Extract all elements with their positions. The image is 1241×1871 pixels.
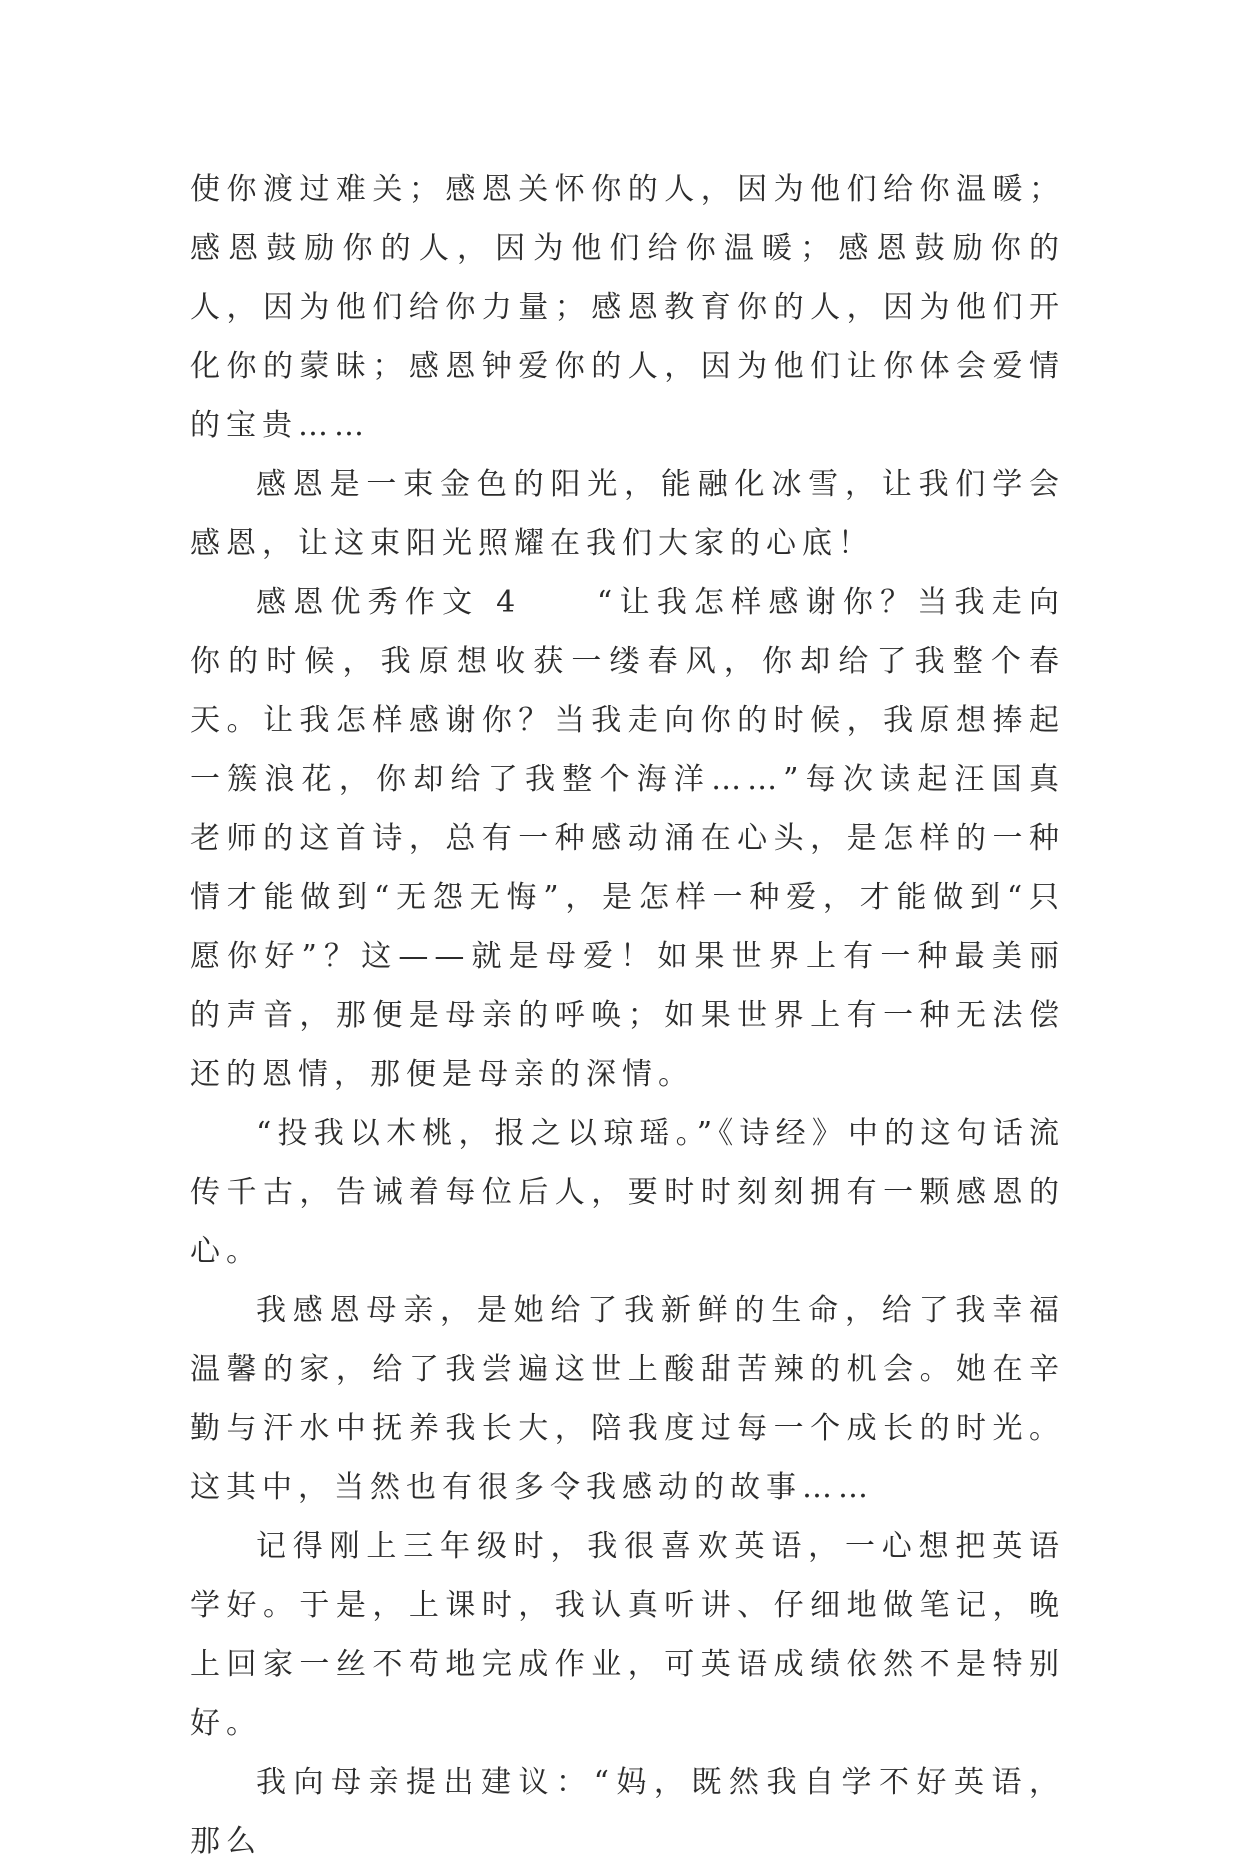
paragraph-7: 我向母亲提出建议：“妈，既然我自学不好英语，那么 — [190, 1765, 1065, 1859]
paragraph-5: 我感恩母亲，是她给了我新鲜的生命，给了我幸福温馨的家，给了我尝遍这世上酸甜苦辣的机会。她在辛勤与汗水中抚养我长大，陪我度过每一个成长的时光。这其中，当然也有很多令我感动的故事…… — [190, 1293, 1065, 1505]
paragraph-2: 感恩是一束金色的阳光，能融化冰雪，让我们学会感恩，让这束阳光照耀在我们大家的心底！ — [190, 467, 1065, 561]
paragraph-4: “投我以木桃，报之以琼瑶。”《诗经》中的这句话流传千古，告诫着每位后人，要时时刻刻拥有一颗感恩的心。 — [190, 1116, 1065, 1269]
paragraph-1: 使你渡过难关；感恩关怀你的人，因为他们给你温暖；感恩鼓励你的人，因为他们给你温暖；感恩鼓励你的人，因为他们给你力量；感恩教育你的人，因为他们开化你的蒙昧；感恩钟爱你的人，因为他们让你体会爱情的宝贵…… — [190, 172, 1065, 443]
paragraph-3: 感恩优秀作文 4 “让我怎样感谢你？当我走向你的时候，我原想收获一缕春风，你却给了我整个春天。让我怎样感谢你？当我走向你的时候，我原想捧起一簇浪花，你却给了我整个海洋……”每次读起汪国真老师的这首诗，总有一种感动涌在心头，是怎样的一种情才能做到“无怨无悔”，是怎样一种爱，才能做到“只愿你好”？这——就是母爱！如果世界上有一种最美丽的声音，那便是母亲的呼唤；如果世界上有一种无法偿还的恩情，那便是母亲的深情。 — [190, 585, 1065, 1092]
paragraph-6: 记得刚上三年级时，我很喜欢英语，一心想把英语学好。于是，上课时，我认真听讲、仔细地做笔记，晚上回家一丝不苟地完成作业，可英语成绩依然不是特别好。 — [190, 1529, 1065, 1741]
document-body — [190, 160, 1065, 1871]
